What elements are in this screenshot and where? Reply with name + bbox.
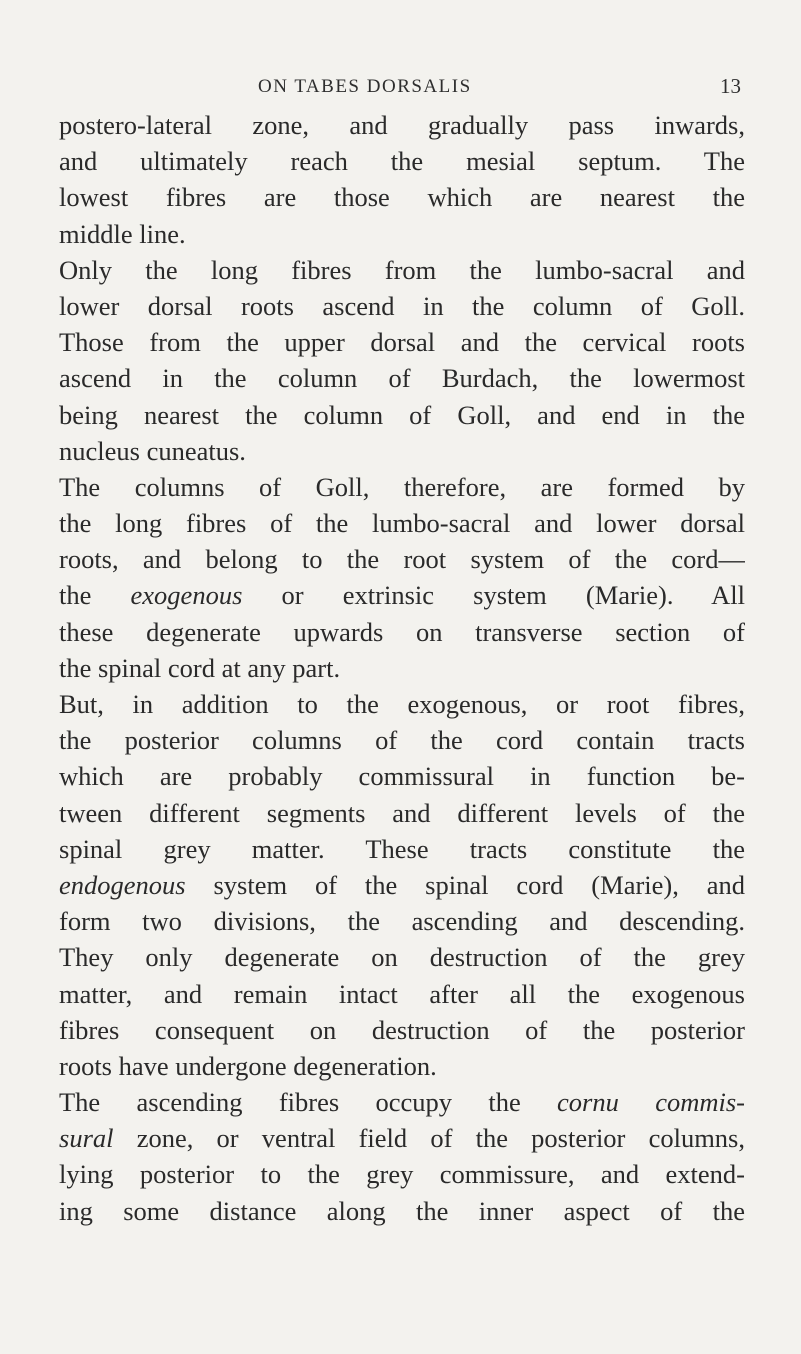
text-segment: middle line. — [59, 218, 186, 249]
text-segment: tween different segments and different levels of the — [59, 797, 745, 828]
text-line — [59, 324, 745, 360]
text-segment: and ultimately reach the mesial septum. The — [59, 146, 745, 177]
italic-term: exogenous — [130, 580, 243, 611]
text-line — [59, 614, 745, 650]
text-line — [59, 1193, 745, 1229]
text-segment: The ascending fibres occupy the — [59, 1087, 558, 1118]
text-line — [59, 577, 745, 613]
text-line — [59, 216, 745, 252]
text-segment: postero-lateral zone, and gradually pass inwards, — [59, 110, 745, 140]
text-segment: roots, and belong to the root system of the cord— — [59, 544, 745, 575]
text-line — [59, 1048, 745, 1084]
text-line — [59, 1084, 745, 1120]
text-segment: the long fibres of the lumbo-sacral and lower dorsal — [59, 508, 745, 539]
text-segment: ing some distance along the inner aspect of the — [59, 1195, 745, 1226]
text-line — [59, 360, 745, 396]
text-line — [59, 903, 745, 939]
text-line — [59, 107, 745, 143]
text-segment: Those from the upper dorsal and the cervical roots — [59, 327, 745, 358]
text-line — [59, 179, 745, 215]
page-number: 13 — [720, 74, 741, 98]
text-segment: the posterior columns of the cord contain tracts — [59, 725, 745, 756]
text-segment: fibres consequent on destruction of the posterior — [59, 1014, 745, 1045]
italic-term: cornu commis- — [557, 1087, 745, 1118]
text-line — [59, 939, 745, 975]
text-segment: Only the long fibres from the lumbo-sacral and — [59, 254, 745, 285]
text-segment: ascend in the column of Burdach, the lowermost — [59, 363, 745, 394]
text-line — [59, 541, 745, 577]
italic-term: endogenous — [59, 869, 186, 900]
text-segment: which are probably commissural in function be- — [59, 761, 745, 792]
text-line — [59, 867, 745, 903]
text-segment: the — [59, 580, 131, 611]
text-line — [59, 722, 745, 758]
running-title: ON TABES DORSALIS — [258, 76, 472, 97]
text-segment: form two divisions, the ascending and descending. — [59, 906, 745, 937]
text-segment: matter, and remain intact after all the exogenous — [59, 978, 745, 1009]
text-segment: roots have undergone degeneration. — [59, 1050, 437, 1081]
text-line — [59, 795, 745, 831]
italic-term: sural — [59, 1123, 114, 1154]
text-line — [59, 686, 745, 722]
text-segment: But, in addition to the exogenous, or root fibres, — [59, 689, 745, 719]
text-line — [59, 1012, 745, 1048]
text-segment: lower dorsal roots ascend in the column of Goll. — [59, 290, 745, 321]
text-segment: lowest fibres are those which are nearest the — [59, 182, 745, 213]
text-line — [59, 397, 745, 433]
text-line — [59, 143, 745, 179]
text-segment: nucleus cuneatus. — [59, 435, 246, 466]
text-segment: the spinal cord at any part. — [59, 652, 341, 683]
body-text — [59, 107, 745, 1229]
text-segment: being nearest the column of Goll, and end in the — [59, 399, 745, 430]
text-segment: The columns of Goll, therefore, are formed by — [59, 471, 745, 502]
text-line — [59, 288, 745, 324]
text-segment: spinal grey matter. These tracts constitute the — [59, 833, 745, 864]
text-line — [59, 252, 745, 288]
text-line — [59, 758, 745, 794]
text-segment: lying posterior to the grey commissure, and extend- — [59, 1159, 745, 1190]
text-segment: system of the spinal cord (Marie), and — [185, 869, 745, 900]
text-line — [59, 433, 745, 469]
text-line — [59, 1120, 745, 1156]
text-line — [59, 650, 745, 686]
text-line — [59, 976, 745, 1012]
text-line — [59, 831, 745, 867]
text-line — [59, 469, 745, 505]
text-line — [59, 505, 745, 541]
text-segment: these degenerate upwards on transverse section of — [59, 616, 745, 647]
text-segment: They only degenerate on destruction of the grey — [59, 942, 745, 973]
text-segment: zone, or ventral field of the posterior columns, — [113, 1123, 745, 1154]
text-segment: or extrinsic system (Marie). All — [242, 580, 745, 611]
text-line — [59, 1156, 745, 1192]
